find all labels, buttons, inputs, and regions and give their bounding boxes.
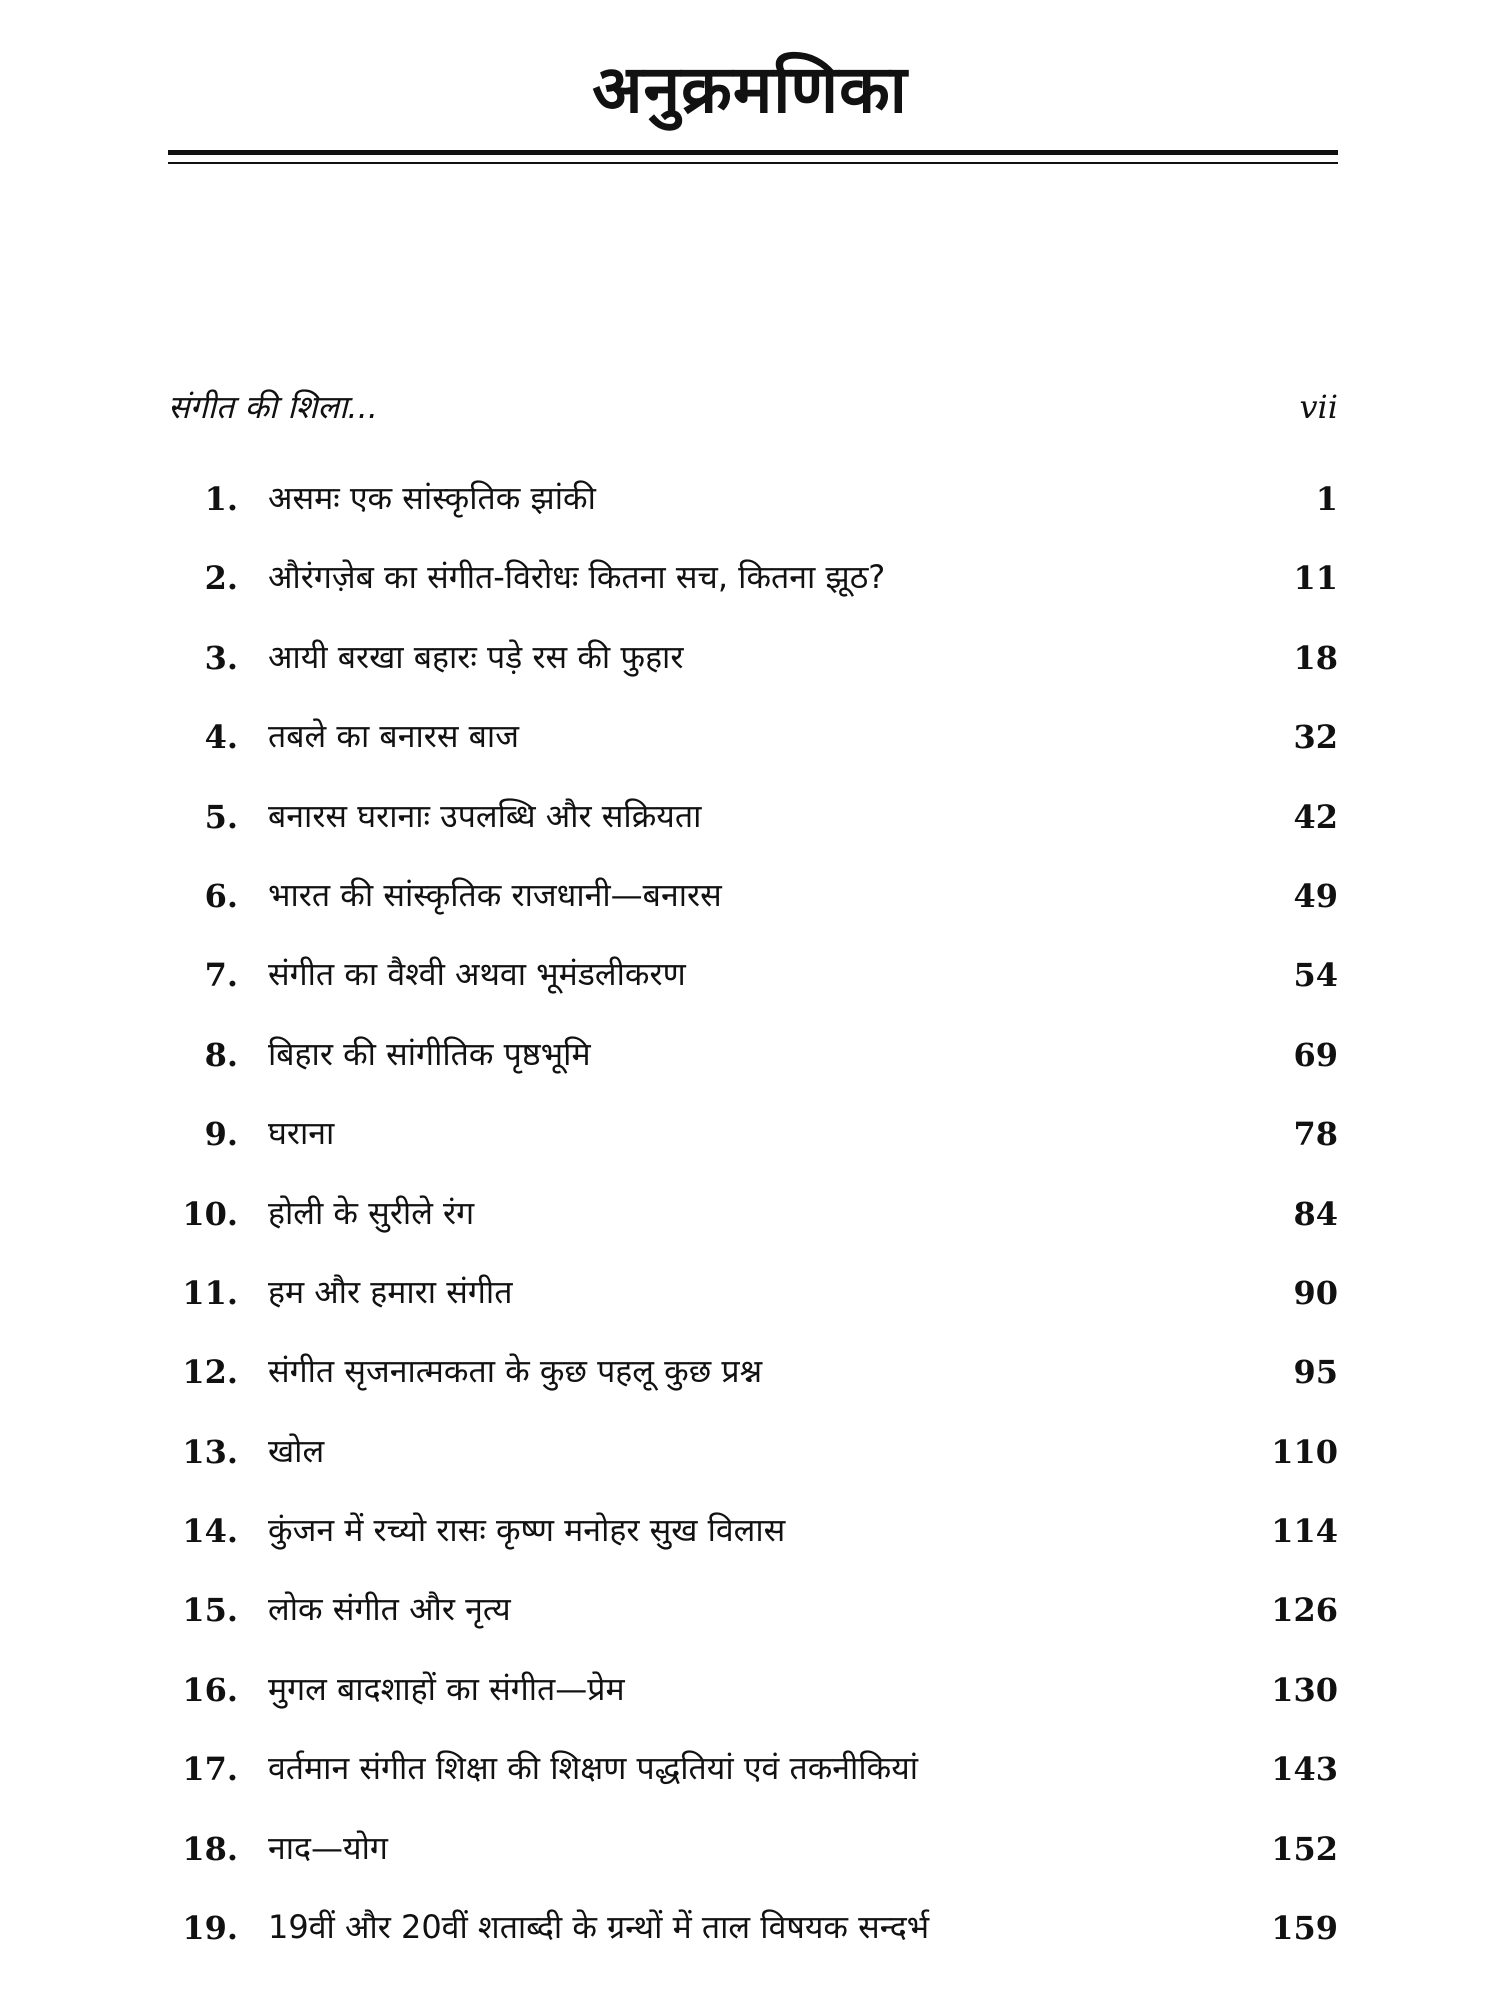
toc-entry-page: 130 <box>1271 1670 1338 1709</box>
toc-entry-page: 11 <box>1293 559 1338 598</box>
toc-entry-title: असमः एक सांस्कृतिक झांकी <box>268 479 596 517</box>
toc-entry-number: 2. <box>204 559 238 598</box>
toc-entry-number: 8. <box>204 1035 238 1074</box>
toc-entry <box>168 788 1338 867</box>
toc-entry-title: बनारस घरानाः उपलब्धि और सक्रियता <box>268 796 702 835</box>
toc-entry <box>168 1264 1338 1343</box>
toc-entry-number: 5. <box>204 797 238 836</box>
toc-entry-title: 19वीं और 20वीं शताब्दी के ग्रन्थों में ताल विषयक सन्दर्भ <box>268 1908 930 1947</box>
toc-entry-title: संगीत सृजनात्मकता के कुछ पहलू कुछ प्रश्न <box>268 1352 763 1391</box>
toc-entry-page: 90 <box>1293 1273 1338 1312</box>
toc-entry-number: 6. <box>204 876 238 915</box>
toc-entry-number: 17. <box>182 1750 238 1789</box>
toc-entry-page: 32 <box>1293 718 1338 757</box>
toc-entry <box>168 1105 1338 1184</box>
table-of-contents <box>168 470 1338 1978</box>
toc-entry <box>168 629 1338 708</box>
toc-entry-number: 19. <box>182 1909 238 1948</box>
title-rule-thick <box>168 150 1338 155</box>
toc-entry-number: 14. <box>182 1512 238 1551</box>
toc-entry-title: औरंगज़ेब का संगीत-विरोधः कितना सच, कितना झूठ? <box>268 558 886 597</box>
toc-entry-page: 49 <box>1293 876 1338 915</box>
toc-entry <box>168 1581 1338 1660</box>
toc-entry <box>168 549 1338 628</box>
toc-entry-number: 3. <box>204 638 238 677</box>
preface-entry <box>168 382 1338 432</box>
toc-entry-number: 9. <box>204 1115 238 1154</box>
toc-entry-title: बिहार की सांगीतिक पृष्ठभूमि <box>268 1034 591 1073</box>
page-title: अनुक्रमणिका <box>592 51 908 128</box>
toc-entry-number: 16. <box>182 1670 238 1709</box>
toc-entry-title: नाद—योग <box>268 1828 388 1867</box>
toc-entry-title: मुगल बादशाहों का संगीत—प्रेम <box>268 1669 625 1708</box>
toc-entry-page: 42 <box>1293 797 1338 836</box>
toc-entry <box>168 1026 1338 1105</box>
toc-entry <box>168 867 1338 946</box>
toc-entry-page: 159 <box>1271 1909 1338 1948</box>
toc-entry-number: 13. <box>182 1432 238 1471</box>
toc-entry-page: 143 <box>1271 1750 1338 1789</box>
toc-entry-title: तबले का बनारस बाज <box>268 717 519 756</box>
toc-entry-title: लोक संगीत और नृत्य <box>268 1590 511 1629</box>
toc-entry-page: 110 <box>1271 1432 1338 1471</box>
preface-page-number: vii <box>1299 388 1338 426</box>
toc-entry <box>168 1820 1338 1899</box>
toc-entry-number: 4. <box>204 718 238 757</box>
toc-entry <box>168 1661 1338 1740</box>
toc-entry <box>168 1740 1338 1819</box>
toc-entry-page: 69 <box>1293 1035 1338 1074</box>
toc-entry-title: हम और हमारा संगीत <box>268 1272 513 1311</box>
toc-entry-page: 78 <box>1293 1115 1338 1154</box>
toc-entry-number: 10. <box>182 1194 238 1233</box>
toc-entry <box>168 1502 1338 1581</box>
toc-entry-title: खोल <box>268 1431 325 1470</box>
toc-entry-number: 12. <box>182 1353 238 1392</box>
toc-entry-page: 126 <box>1271 1591 1338 1630</box>
toc-entry-title: आयी बरखा बहारः पड़े रस की फुहार <box>268 637 684 676</box>
toc-entry-number: 15. <box>182 1591 238 1630</box>
toc-entry <box>168 946 1338 1025</box>
toc-entry-title: भारत की सांस्कृतिक राजधानी—बनारस <box>268 875 722 914</box>
toc-entry-page: 95 <box>1293 1353 1338 1392</box>
toc-entry-title: घराना <box>268 1114 335 1153</box>
toc-entry <box>168 1423 1338 1502</box>
title-rule-thin <box>168 162 1338 164</box>
toc-entry <box>168 470 1338 549</box>
toc-entry-title: कुंजन में रच्यो रासः कृष्ण मनोहर सुख विलास <box>268 1511 786 1550</box>
toc-entry-number: 18. <box>182 1829 238 1868</box>
toc-entry-page: 1 <box>1315 480 1338 518</box>
toc-entry-number: 1. <box>204 480 238 518</box>
preface-title: संगीत की शिला... <box>168 388 378 426</box>
toc-entry <box>168 1899 1338 1978</box>
toc-entry-page: 152 <box>1271 1829 1338 1868</box>
toc-entry-number: 7. <box>204 956 238 995</box>
toc-entry-number: 11. <box>182 1273 238 1312</box>
toc-entry-page: 114 <box>1271 1512 1338 1551</box>
toc-entry <box>168 708 1338 787</box>
toc-entry-title: संगीत का वैश्वी अथवा भूमंडलीकरण <box>268 955 686 994</box>
toc-entry-page: 18 <box>1293 638 1338 677</box>
toc-entry-page: 54 <box>1293 956 1338 995</box>
toc-entry-title: वर्तमान संगीत शिक्षा की शिक्षण पद्धतियां एवं तकनीकियां <box>268 1749 919 1788</box>
toc-entry-page: 84 <box>1293 1194 1338 1233</box>
toc-entry <box>168 1343 1338 1422</box>
toc-entry <box>168 1185 1338 1264</box>
toc-entry-title: होली के सुरीले रंग <box>268 1193 475 1232</box>
